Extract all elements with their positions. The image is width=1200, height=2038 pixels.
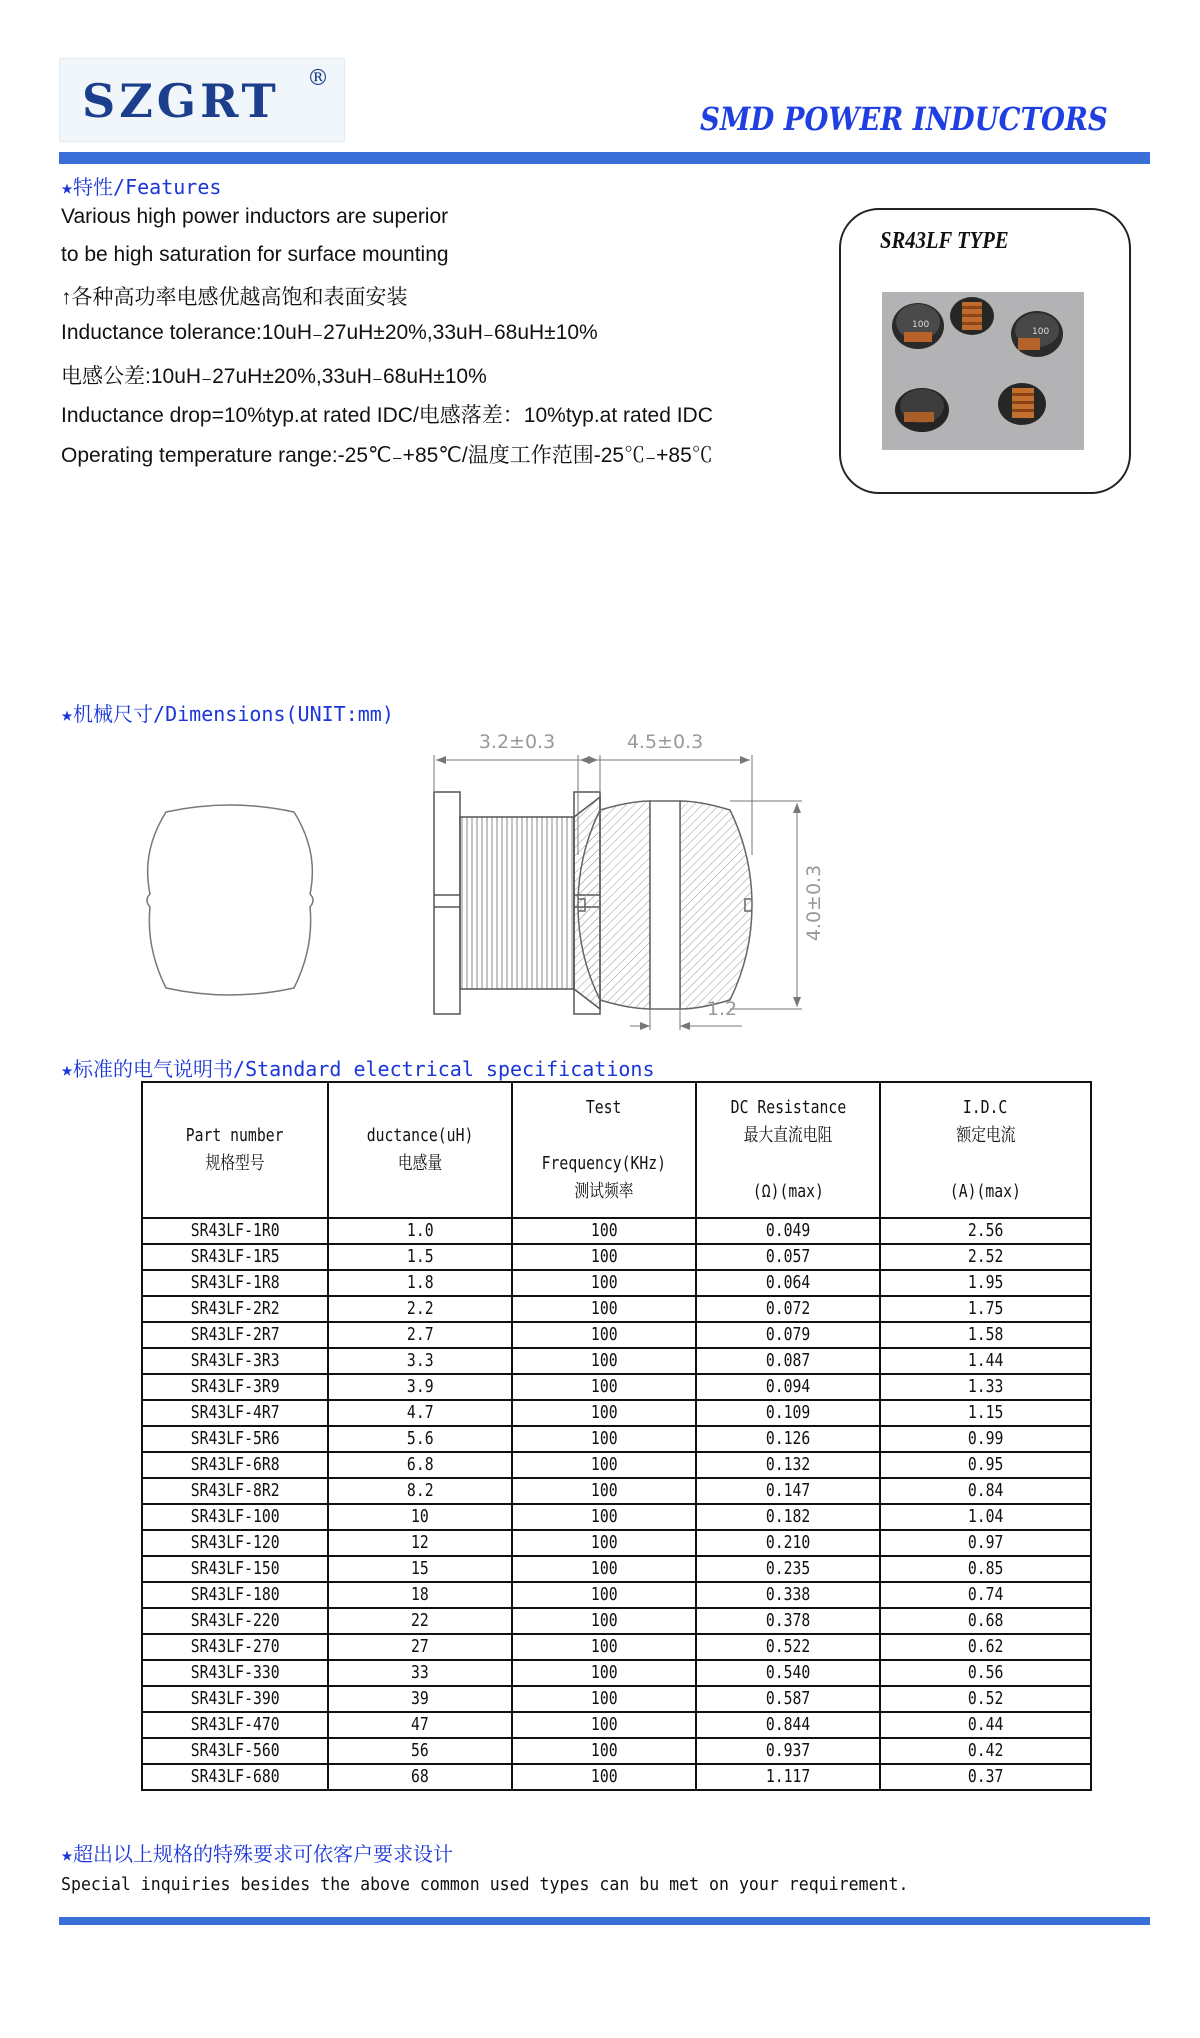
cell-dc-resistance: 0.049: [696, 1218, 880, 1244]
cell-inductance: 4.7: [328, 1400, 512, 1426]
cell-idc: 0.84: [880, 1478, 1091, 1504]
cell-idc: 2.56: [880, 1218, 1091, 1244]
cell-dc-resistance: 0.109: [696, 1400, 880, 1426]
cell-test-frequency: 100: [512, 1660, 696, 1686]
cell-test-frequency: 100: [512, 1348, 696, 1374]
cell-part-number: SR43LF-3R3: [142, 1348, 328, 1374]
product-type-title: SR43LF TYPE: [880, 228, 1009, 254]
cell-part-number: SR43LF-470: [142, 1712, 328, 1738]
cell-inductance: 56: [328, 1738, 512, 1764]
feature-line: Operating temperature range:-25℃₋+85℃/温度工作范围-25℃₋+85℃: [61, 444, 713, 467]
cell-idc: 1.58: [880, 1322, 1091, 1348]
diameter-dimension-label: 4.5±0.3: [626, 731, 704, 753]
company-logo: SZGRT: [82, 74, 280, 128]
dimensions-heading-text: 机械尺寸/Dimensions(UNIT:mm): [73, 702, 394, 726]
cell-dc-resistance: 0.182: [696, 1504, 880, 1530]
cell-test-frequency: 100: [512, 1478, 696, 1504]
cell-dc-resistance: 0.064: [696, 1270, 880, 1296]
table-row: [142, 1738, 1091, 1764]
star-icon: ★: [61, 175, 74, 199]
cell-dc-resistance: 0.937: [696, 1738, 880, 1764]
cell-dc-resistance: 1.117: [696, 1764, 880, 1790]
product-photo: [882, 292, 1084, 450]
cell-part-number: SR43LF-2R2: [142, 1296, 328, 1322]
cell-dc-resistance: 0.210: [696, 1530, 880, 1556]
cell-inductance: 15: [328, 1556, 512, 1582]
cell-test-frequency: 100: [512, 1608, 696, 1634]
cell-dc-resistance: 0.540: [696, 1660, 880, 1686]
table-row: [142, 1764, 1091, 1790]
width-dimension-label: 3.2±0.3: [478, 731, 556, 753]
cell-part-number: SR43LF-8R2: [142, 1478, 328, 1504]
cell-idc: 0.95: [880, 1452, 1091, 1478]
cell-inductance: 18: [328, 1582, 512, 1608]
table-row: [142, 1608, 1091, 1634]
cell-test-frequency: 100: [512, 1452, 696, 1478]
cell-part-number: SR43LF-5R6: [142, 1426, 328, 1452]
cell-inductance: 1.0: [328, 1218, 512, 1244]
cell-part-number: SR43LF-2R7: [142, 1322, 328, 1348]
feature-line: 电感公差:10uH₋27uH±20%,33uH₋68uH±10%: [61, 365, 487, 388]
table-row: [142, 1348, 1091, 1374]
table-row: [142, 1634, 1091, 1660]
footer-rule: [59, 1917, 1150, 1925]
cell-test-frequency: 100: [512, 1400, 696, 1426]
cell-idc: 1.04: [880, 1504, 1091, 1530]
registered-mark: ®: [307, 66, 329, 91]
cell-inductance: 1.5: [328, 1244, 512, 1270]
cell-idc: 1.44: [880, 1348, 1091, 1374]
spec-table-body: [142, 1218, 1091, 1790]
spec-table-header: [142, 1082, 1091, 1218]
feature-line: Inductance drop=10%typ.at rated IDC/电感落差：10%typ.at rated IDC: [61, 404, 713, 427]
cell-test-frequency: 100: [512, 1582, 696, 1608]
cell-inductance: 22: [328, 1608, 512, 1634]
cell-inductance: 47: [328, 1712, 512, 1738]
cell-dc-resistance: 0.132: [696, 1452, 880, 1478]
custom-note-text: 超出以上规格的特殊要求可依客户要求设计: [73, 1842, 454, 1866]
cell-part-number: SR43LF-1R5: [142, 1244, 328, 1270]
cell-inductance: 3.3: [328, 1348, 512, 1374]
column-header-test-frequency: Test Frequency(KHz) 测试频率: [512, 1082, 696, 1218]
front-view: [578, 755, 802, 1030]
cell-inductance: 39: [328, 1686, 512, 1712]
cell-inductance: 8.2: [328, 1478, 512, 1504]
cell-idc: 0.37: [880, 1764, 1091, 1790]
cell-part-number: SR43LF-1R8: [142, 1270, 328, 1296]
table-row: [142, 1478, 1091, 1504]
inductor-image: [892, 303, 944, 349]
cell-test-frequency: 100: [512, 1244, 696, 1270]
table-row: [142, 1556, 1091, 1582]
cell-idc: 0.56: [880, 1660, 1091, 1686]
cell-inductance: 3.9: [328, 1374, 512, 1400]
cell-dc-resistance: 0.338: [696, 1582, 880, 1608]
table-row: [142, 1244, 1091, 1270]
cell-test-frequency: 100: [512, 1504, 696, 1530]
cell-part-number: SR43LF-1R0: [142, 1218, 328, 1244]
cell-part-number: SR43LF-270: [142, 1634, 328, 1660]
electrical-heading: [61, 1053, 654, 1082]
features-heading: [61, 171, 221, 200]
cell-dc-resistance: 0.844: [696, 1712, 880, 1738]
cell-idc: 0.85: [880, 1556, 1091, 1582]
cell-part-number: SR43LF-100: [142, 1504, 328, 1530]
cell-idc: 1.33: [880, 1374, 1091, 1400]
table-row: [142, 1322, 1091, 1348]
cell-dc-resistance: 0.072: [696, 1296, 880, 1322]
height-dimension-label: 4.0±0.3: [803, 864, 825, 942]
cell-idc: 1.15: [880, 1400, 1091, 1426]
cell-part-number: SR43LF-120: [142, 1530, 328, 1556]
cell-idc: 0.74: [880, 1582, 1091, 1608]
feature-line: to be high saturation for surface mounting: [61, 243, 449, 266]
cell-test-frequency: 100: [512, 1218, 696, 1244]
cell-test-frequency: 100: [512, 1712, 696, 1738]
cell-dc-resistance: 0.087: [696, 1348, 880, 1374]
custom-note-english: Special inquiries besides the above common used types can bu met on your requirement.: [61, 1874, 909, 1895]
star-icon: ★: [61, 1057, 74, 1081]
cell-idc: 1.75: [880, 1296, 1091, 1322]
table-row: [142, 1504, 1091, 1530]
cell-dc-resistance: 0.235: [696, 1556, 880, 1582]
cell-part-number: SR43LF-150: [142, 1556, 328, 1582]
terminal-dimension-label: 1.2: [706, 998, 738, 1020]
cell-test-frequency: 100: [512, 1270, 696, 1296]
cell-inductance: 6.8: [328, 1452, 512, 1478]
cell-idc: 0.68: [880, 1608, 1091, 1634]
cell-dc-resistance: 0.094: [696, 1374, 880, 1400]
cell-inductance: 5.6: [328, 1426, 512, 1452]
cell-idc: 0.52: [880, 1686, 1091, 1712]
table-row: [142, 1270, 1091, 1296]
cell-inductance: 12: [328, 1530, 512, 1556]
cell-idc: 0.42: [880, 1738, 1091, 1764]
side-view: [434, 755, 600, 1014]
table-row: [142, 1712, 1091, 1738]
table-row: [142, 1218, 1091, 1244]
cell-part-number: SR43LF-4R7: [142, 1400, 328, 1426]
cell-test-frequency: 100: [512, 1426, 696, 1452]
cell-part-number: SR43LF-6R8: [142, 1452, 328, 1478]
cell-idc: 0.44: [880, 1712, 1091, 1738]
cell-dc-resistance: 0.147: [696, 1478, 880, 1504]
table-row: [142, 1452, 1091, 1478]
photo-label: 100: [912, 320, 930, 330]
cell-idc: 1.95: [880, 1270, 1091, 1296]
cell-test-frequency: 100: [512, 1322, 696, 1348]
cell-part-number: SR43LF-560: [142, 1738, 328, 1764]
feature-line: Various high power inductors are superior: [61, 205, 449, 228]
photo-label: 100: [1032, 327, 1050, 337]
feature-line: Inductance tolerance:10uH₋27uH±20%,33uH₋68uH±10%: [61, 321, 598, 344]
column-header-inductance: ductance(uH) 电感量: [328, 1082, 512, 1218]
table-row: [142, 1660, 1091, 1686]
table-row: [142, 1426, 1091, 1452]
cell-inductance: 33: [328, 1660, 512, 1686]
cell-test-frequency: 100: [512, 1296, 696, 1322]
column-header-idc: I.D.C 额定电流 (A)(max): [880, 1082, 1091, 1218]
column-header-dc-resistance: DC Resistance 最大直流电阻 (Ω)(max): [696, 1082, 880, 1218]
cell-dc-resistance: 0.057: [696, 1244, 880, 1270]
star-icon: ★: [61, 1842, 74, 1866]
cell-test-frequency: 100: [512, 1374, 696, 1400]
cell-dc-resistance: 0.079: [696, 1322, 880, 1348]
cell-idc: 0.97: [880, 1530, 1091, 1556]
cell-idc: 0.99: [880, 1426, 1091, 1452]
cell-test-frequency: 100: [512, 1764, 696, 1790]
top-view: [147, 805, 313, 995]
cell-part-number: SR43LF-680: [142, 1764, 328, 1790]
electrical-heading-text: 标准的电气说明书/Standard electrical specifications: [73, 1057, 655, 1081]
document-title: SMD POWER INDUCTORS: [700, 100, 1108, 138]
cell-inductance: 27: [328, 1634, 512, 1660]
table-row: [142, 1582, 1091, 1608]
cell-idc: 0.62: [880, 1634, 1091, 1660]
cell-part-number: SR43LF-390: [142, 1686, 328, 1712]
feature-line: ↑各种高功率电感优越高饱和表面安装: [61, 286, 408, 309]
cell-part-number: SR43LF-330: [142, 1660, 328, 1686]
spec-table: [141, 1081, 1092, 1791]
cell-test-frequency: 100: [512, 1556, 696, 1582]
cell-test-frequency: 100: [512, 1530, 696, 1556]
cell-inductance: 10: [328, 1504, 512, 1530]
cell-part-number: SR43LF-220: [142, 1608, 328, 1634]
features-heading-text: 特性/Features: [73, 175, 222, 199]
cell-part-number: SR43LF-180: [142, 1582, 328, 1608]
cell-test-frequency: 100: [512, 1738, 696, 1764]
table-row: [142, 1530, 1091, 1556]
cell-inductance: 2.2: [328, 1296, 512, 1322]
cell-test-frequency: 100: [512, 1686, 696, 1712]
cell-inductance: 2.7: [328, 1322, 512, 1348]
custom-note: [61, 1838, 453, 1867]
column-header-part-number: Part number 规格型号: [142, 1082, 328, 1218]
cell-part-number: SR43LF-3R9: [142, 1374, 328, 1400]
cell-inductance: 1.8: [328, 1270, 512, 1296]
cell-idc: 2.52: [880, 1244, 1091, 1270]
table-row: [142, 1296, 1091, 1322]
cell-dc-resistance: 0.126: [696, 1426, 880, 1452]
table-row: [142, 1686, 1091, 1712]
cell-dc-resistance: 0.378: [696, 1608, 880, 1634]
cell-dc-resistance: 0.522: [696, 1634, 880, 1660]
dimension-drawing: [130, 715, 1130, 1035]
star-icon: ★: [61, 702, 74, 726]
cell-dc-resistance: 0.587: [696, 1686, 880, 1712]
header-rule: [59, 152, 1150, 164]
table-row: [142, 1374, 1091, 1400]
cell-test-frequency: 100: [512, 1634, 696, 1660]
cell-inductance: 68: [328, 1764, 512, 1790]
table-row: [142, 1400, 1091, 1426]
